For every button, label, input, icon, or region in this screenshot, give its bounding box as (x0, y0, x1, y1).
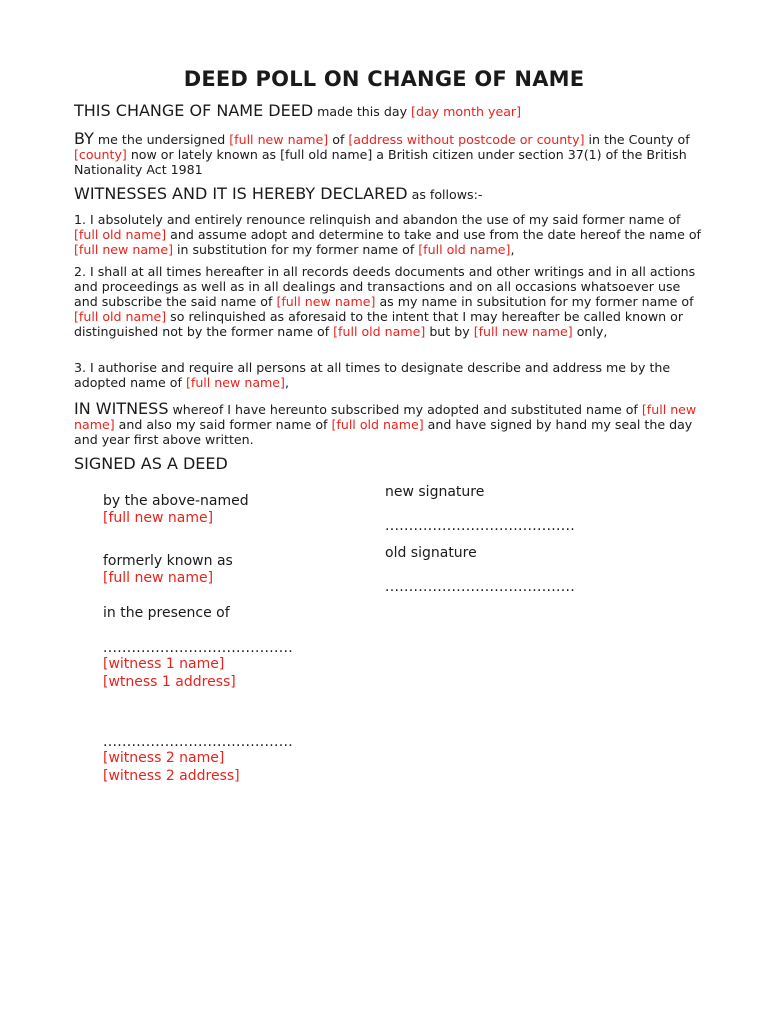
by-above-named-placeholder: [full new name] (103, 510, 214, 526)
by-paragraph (74, 131, 704, 177)
by-text: in the County of (584, 132, 690, 147)
witnesses-heading: WITNESSES AND IT IS HEREBY DECLARED (74, 184, 408, 203)
witness-2-address-placeholder: [witness 2 address] (103, 768, 240, 784)
witness-2-name-placeholder: [witness 2 name] (103, 750, 225, 766)
by-above-named-label: by the above-named (103, 493, 249, 509)
new-name-placeholder: [full new name] (185, 375, 285, 390)
signed-heading: SIGNED AS A DEED (74, 454, 228, 473)
witnesses-text: as follows:- (407, 187, 483, 202)
clause-text: 3. I authorise and require all persons at all times to designate describe and address me by the adopted name of (74, 360, 671, 390)
old-name-placeholder: [full old name] (331, 417, 424, 432)
new-signature-label: new signature (385, 484, 485, 500)
intro-text: made this day (313, 104, 412, 119)
by-text: me the undersigned (93, 132, 230, 147)
by-heading: BY (74, 129, 94, 148)
new-name-placeholder: [full new name] (229, 132, 329, 147)
in-witness-paragraph (74, 401, 704, 447)
clause-text: only, (572, 324, 608, 339)
witnesses-paragraph (74, 186, 704, 202)
new-name-placeholder: [full new name] (74, 242, 173, 257)
formerly-known-label: formerly known as (103, 553, 233, 569)
old-name-placeholder: [full old name] (74, 309, 167, 324)
clause-text: and assume adopt and determine to take and use from the date hereof the name of (166, 227, 701, 242)
intro-paragraph (74, 103, 704, 119)
document-title: DEED POLL ON CHANGE OF NAME (183, 67, 585, 91)
clause-text: , (510, 242, 515, 257)
new-name-placeholder: [full new name] (276, 294, 376, 309)
intro-heading: THIS CHANGE OF NAME DEED (74, 101, 314, 120)
clause-text: , (284, 375, 289, 390)
new-signature-line: ........................................ (385, 518, 576, 534)
witness-1-address-placeholder: [wtness 1 address] (103, 674, 236, 690)
old-signature-label: old signature (385, 545, 477, 561)
county-placeholder: [county] (74, 147, 127, 162)
old-name-placeholder: [full old name] (333, 324, 426, 339)
in-witness-heading: IN WITNESS (74, 399, 169, 418)
witness-1-signature-line: ........................................ (103, 640, 294, 656)
by-text: of (328, 132, 349, 147)
old-name-placeholder: [full old name] (418, 242, 511, 257)
in-witness-text: and have signed by hand my seal the day and year first above written. (74, 417, 693, 447)
witness-1-name-placeholder: [witness 1 name] (103, 656, 225, 672)
clause-text: in substitution for my former name of (173, 242, 419, 257)
formerly-known-placeholder: [full new name] (103, 570, 214, 586)
clause-2 (74, 264, 704, 339)
address-placeholder: [address without postcode or county] (348, 132, 585, 147)
old-name-placeholder: [full old name] (74, 227, 167, 242)
presence-label: in the presence of (103, 605, 230, 621)
clause-text: as my name in subsitution for my former name of (375, 294, 694, 309)
date-placeholder: [day month year] (411, 104, 521, 119)
clause-text: 2. I shall at all times hereafter in all records deeds documents and other writings and in all actions and proceedings as well as in all dealings and transactions and on all occasions whatsoever use and subscribe the said name of (74, 264, 696, 309)
in-witness-text: whereof I have hereunto subscribed my adopted and substituted name of (168, 402, 642, 417)
new-name-placeholder: [full new name] (473, 324, 573, 339)
old-signature-line: ........................................ (385, 579, 576, 595)
clause-text: 1. I absolutely and entirely renounce relinquish and abandon the use of my said former name of (74, 212, 681, 227)
clause-text: so relinquished as aforesaid to the intent that I may hereafter be called known or distinguished not by the former name of (74, 309, 683, 339)
in-witness-text: and also my said former name of (114, 417, 332, 432)
by-text: now or lately known as [full old name] a British citizen under section 37(1) of the British Nationality Act 1981 (74, 147, 687, 177)
witness-2-signature-line: ........................................ (103, 734, 294, 750)
clause-3 (74, 360, 704, 390)
new-name-placeholder: [full new name] (74, 402, 697, 432)
clause-text: but by (425, 324, 474, 339)
clause-1 (74, 212, 704, 257)
